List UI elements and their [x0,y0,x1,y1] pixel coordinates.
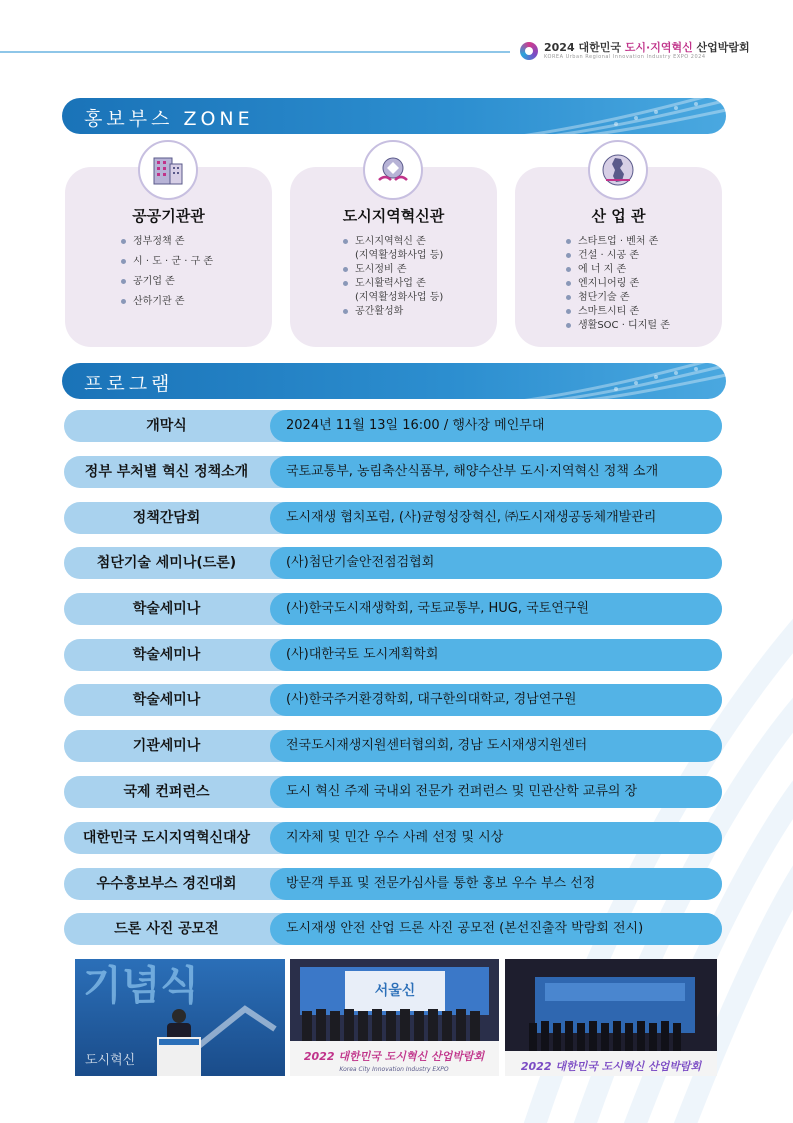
booth-card-public-title: 공공기관관 [132,207,205,225]
booth-card-urban-title: 도시지역혁신관 [342,207,445,225]
program-description: 2024년 11월 13일 16:00 / 행사장 메인무대 [270,410,722,442]
booth-card-industry-title: 산 업 관 [591,207,646,225]
korea-map-icon [588,140,648,200]
program-label: 대한민국 도시지역혁신대상 [82,830,251,846]
list-item-continued: (지역활성화사업 등) [355,292,444,303]
booth-card-industry-list [566,235,670,333]
expo-logo [520,42,750,60]
list-item: 에 너 지 존 [566,263,670,277]
program-row [64,456,722,488]
group-photo-caption-sub: Korea City Innovation Industry EXPO [339,1066,449,1073]
list-item: 공간활성화 [343,305,443,319]
program-label: 개막식 [146,418,187,434]
svg-text:기념식: 기념식 [83,963,199,1009]
hands-city-icon [363,140,423,200]
list-item: 스타트업 · 벤처 존 [566,235,670,249]
program-row [64,547,722,579]
program-description: 국토교통부, 농림축산식품부, 해양수산부 도시·지역혁신 정책 소개 [270,456,722,488]
list-item: 첨단기술 존 [566,291,670,305]
booth-card-public-list [121,235,213,309]
program-label: 학술세미나 [132,601,201,617]
program-row [64,410,722,442]
program-row [64,822,722,854]
logo-subtitle: KOREA Urban Regional Innovation Industry EXPO 2024 [544,54,706,60]
svg-text:서울신: 서울신 [374,983,416,999]
program-row [64,868,722,900]
program-row [64,913,722,945]
program-label: 첨단기술 세미나(드론) [96,555,237,571]
banner-swoosh-decoration [466,363,726,399]
program-description: 전국도시재생지원센터협의회, 경남 도시재생지원센터 [270,730,722,762]
stage-photo-caption: 2022 대한민국 도시혁신 산업박람회 [520,1060,702,1073]
booth-zone-banner [62,98,726,134]
booth-zone-title: 홍보부스 ZONE [84,108,254,130]
speaker-photo [75,959,285,1076]
stage-photo [505,959,717,1076]
list-item: 산하기관 존 [121,295,213,309]
program-row [64,684,722,716]
program-label: 국제 컨퍼런스 [123,784,210,800]
list-item: 생활SOC · 디지털 존 [566,319,670,333]
banner-swoosh-decoration [466,98,726,134]
program-description: (사)한국주거환경학회, 대구한의대학교, 경남연구원 [270,684,722,716]
header-rule [0,51,510,53]
program-description: 도시재생 협치포럼, (사)균형성장혁신, ㈜도시재생공동체개발관리 [270,502,722,534]
booth-card-urban-list [343,235,443,319]
list-item: 정부정책 존 [121,235,213,249]
program-banner [62,363,726,399]
program-row [64,639,722,671]
list-item: 건설 · 시공 존 [566,249,670,263]
program-label: 기관세미나 [132,738,201,754]
list-item: 도시정비 존 [343,263,443,277]
group-photo [290,959,499,1076]
list-item: 시 · 도 · 군 · 구 존 [121,255,213,269]
logo-title: 2024 대한민국 도시·지역혁신 산업박람회 [544,41,750,54]
expo-logo-icon [520,42,538,60]
program-label: 드론 사진 공모전 [114,921,219,937]
program-label: 정책간담회 [132,510,201,526]
group-photo-caption: 2022 대한민국 도시혁신 산업박람회 [303,1050,485,1063]
svg-text:도시혁신: 도시혁신 [85,1053,136,1068]
list-item: 도시지역혁신 존 [343,235,443,249]
program-description: 지자체 및 민간 우수 사례 선정 및 시상 [270,822,722,854]
program-description: 도시재생 안전 산업 드론 사진 공모전 (본선진출작 박람회 전시) [270,913,722,945]
program-description: 방문객 투표 및 전문가심사를 통한 홍보 우수 부스 선정 [270,868,722,900]
program-label: 정부 부처별 혁신 정책소개 [84,464,249,480]
list-item: 엔지니어링 존 [566,277,670,291]
program-label: 학술세미나 [132,647,201,663]
program-row [64,730,722,762]
program-row [64,776,722,808]
building-icon [138,140,198,200]
program-label: 우수홍보부스 경진대회 [96,876,237,892]
program-label: 학술세미나 [132,692,201,708]
list-item: 스마트시티 존 [566,305,670,319]
list-item-continued: (지역활성화사업 등) [355,250,444,261]
program-description: 도시 혁신 주제 국내외 전문가 컨퍼런스 및 민관산학 교류의 장 [270,776,722,808]
program-description: (사)첨단기술안전점검협회 [270,547,722,579]
list-item: 공기업 존 [121,275,213,289]
program-row [64,502,722,534]
program-description: (사)대한국토 도시계획학회 [270,639,722,671]
program-description: (사)한국도시재생학회, 국토교통부, HUG, 국토연구원 [270,593,722,625]
list-item: 도시활력사업 존 [343,277,443,291]
program-row [64,593,722,625]
program-title: 프로그램 [84,373,174,395]
